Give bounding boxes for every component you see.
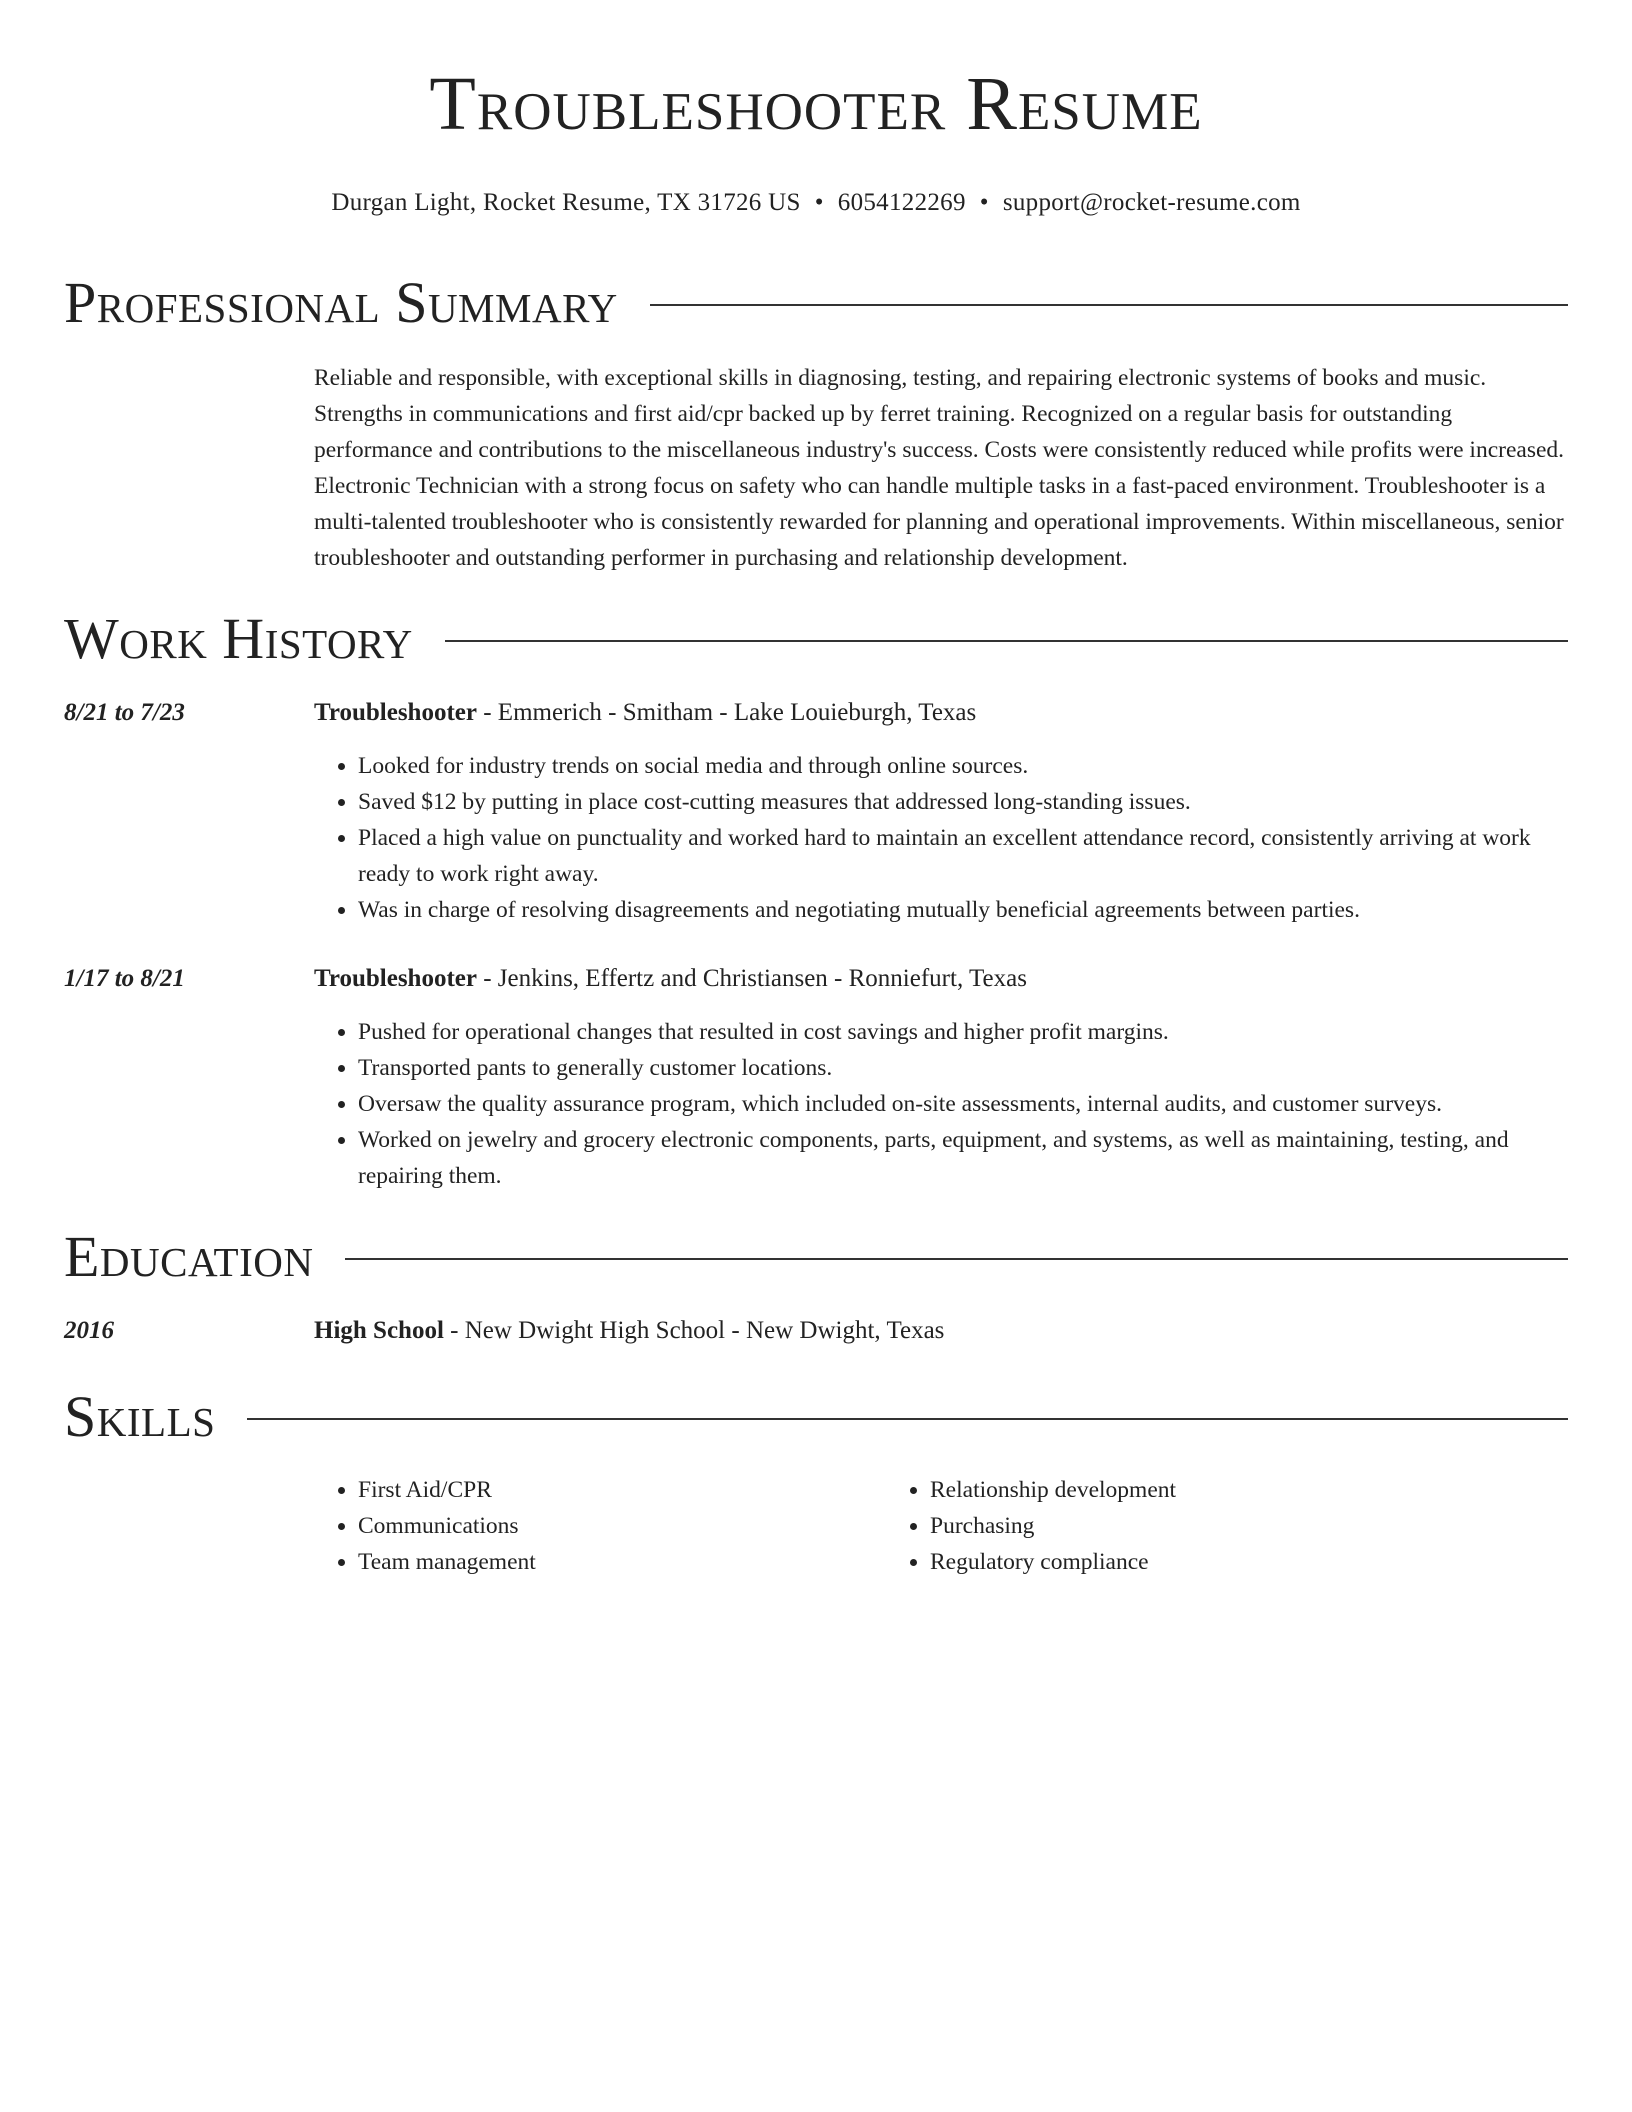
job-details: - Emmerich - Smitham - Lake Louieburgh, Texas xyxy=(476,699,977,726)
education-entry xyxy=(64,1314,1568,1348)
work-bullets xyxy=(314,748,1568,928)
skills-column-right xyxy=(886,1472,1458,1580)
education-line xyxy=(314,1314,1568,1348)
education-entry-body xyxy=(314,1314,1568,1348)
section-divider xyxy=(650,304,1568,306)
education-details: - New Dwight High School - New Dwight, Texas xyxy=(443,1317,945,1344)
work-bullet: • Transported pants to generally customer locations. xyxy=(358,1050,1568,1086)
contact-address: Durgan Light, Rocket Resume, TX 31726 US xyxy=(331,189,801,216)
work-dates: 8/21 to 7/23 xyxy=(64,699,185,726)
work-entry xyxy=(64,962,1568,1194)
summary-section-header xyxy=(64,268,1568,338)
work-bullets xyxy=(314,1014,1568,1194)
skills-column-left xyxy=(314,1472,886,1580)
section-divider xyxy=(247,1418,1568,1420)
skill-item: • Purchasing xyxy=(930,1508,1458,1544)
education-year: 2016 xyxy=(64,1317,114,1344)
contact-separator: • xyxy=(814,189,824,216)
work-entry xyxy=(64,696,1568,928)
skill-item: • Relationship development xyxy=(930,1472,1458,1508)
section-divider xyxy=(445,640,1568,642)
job-title: Troubleshooter xyxy=(314,965,477,992)
skill-item: • Communications xyxy=(358,1508,886,1544)
work-bullet: • Looked for industry trends on social media and through online sources. xyxy=(358,748,1568,784)
contact-phone: 6054122269 xyxy=(837,189,966,216)
work-role-line xyxy=(314,696,1568,730)
summary-heading: Professional Summary xyxy=(64,270,618,335)
work-bullet: • Was in charge of resolving disagreements and negotiating mutually beneficial agreements between parties. xyxy=(358,892,1568,928)
skills-list xyxy=(314,1472,1568,1580)
work-heading: Work History xyxy=(64,606,413,671)
contact-line xyxy=(64,186,1568,220)
skills-heading: Skills xyxy=(64,1384,216,1449)
work-bullet: • Oversaw the quality assurance program, which included on-site assessments, internal audits, and customer surveys. xyxy=(358,1086,1568,1122)
skill-item: • Team management xyxy=(358,1544,886,1580)
contact-email: support@rocket-resume.com xyxy=(1002,189,1301,216)
job-details: - Jenkins, Effertz and Christiansen - Ronniefurt, Texas xyxy=(476,965,1027,992)
education-section-header xyxy=(64,1222,1568,1292)
skill-item: • First Aid/CPR xyxy=(358,1472,886,1508)
skill-item: • Regulatory compliance xyxy=(930,1544,1458,1580)
work-entry-body xyxy=(314,962,1568,1194)
education-degree: High School xyxy=(314,1317,444,1344)
work-bullet: • Placed a high value on punctuality and worked hard to maintain an excellent attendance record, consistently arriving at work ready to work right away. xyxy=(358,820,1568,892)
work-bullet: • Pushed for operational changes that resulted in cost savings and higher profit margins. xyxy=(358,1014,1568,1050)
work-role-line xyxy=(314,962,1568,996)
work-bullet: • Worked on jewelry and grocery electronic components, parts, equipment, and systems, as well as maintaining, testing, and repairing them. xyxy=(358,1122,1568,1194)
work-section-header xyxy=(64,604,1568,674)
section-divider xyxy=(345,1258,1568,1260)
work-entry-body xyxy=(314,696,1568,928)
skills-section-header xyxy=(64,1382,1568,1452)
work-bullet: • Saved $12 by putting in place cost-cutting measures that addressed long-standing issues. xyxy=(358,784,1568,820)
summary-text: Reliable and responsible, with exceptional skills in diagnosing, testing, and repairing electronic systems of books and music. Strengths in communications and first aid/cpr backed up by ferret training. Recognized on a regular basis for outstanding performance and contributions to the miscellaneous industry's success. Costs were consistently reduced while profits were increased. Electronic Technician with a strong focus on safety who can handle multiple tasks in a fast-paced environment. Troubleshooter is a multi-talented troubleshooter who is consistently rewarded for planning and operational improvements. Within miscellaneous, senior troubleshooter and outstanding performer in purchasing and relationship development. xyxy=(314,365,1565,571)
resume-title: Troubleshooter Resume xyxy=(429,62,1203,146)
education-heading: Education xyxy=(64,1224,314,1289)
job-title: Troubleshooter xyxy=(314,699,477,726)
work-dates: 1/17 to 8/21 xyxy=(64,965,185,992)
contact-separator: • xyxy=(979,189,989,216)
